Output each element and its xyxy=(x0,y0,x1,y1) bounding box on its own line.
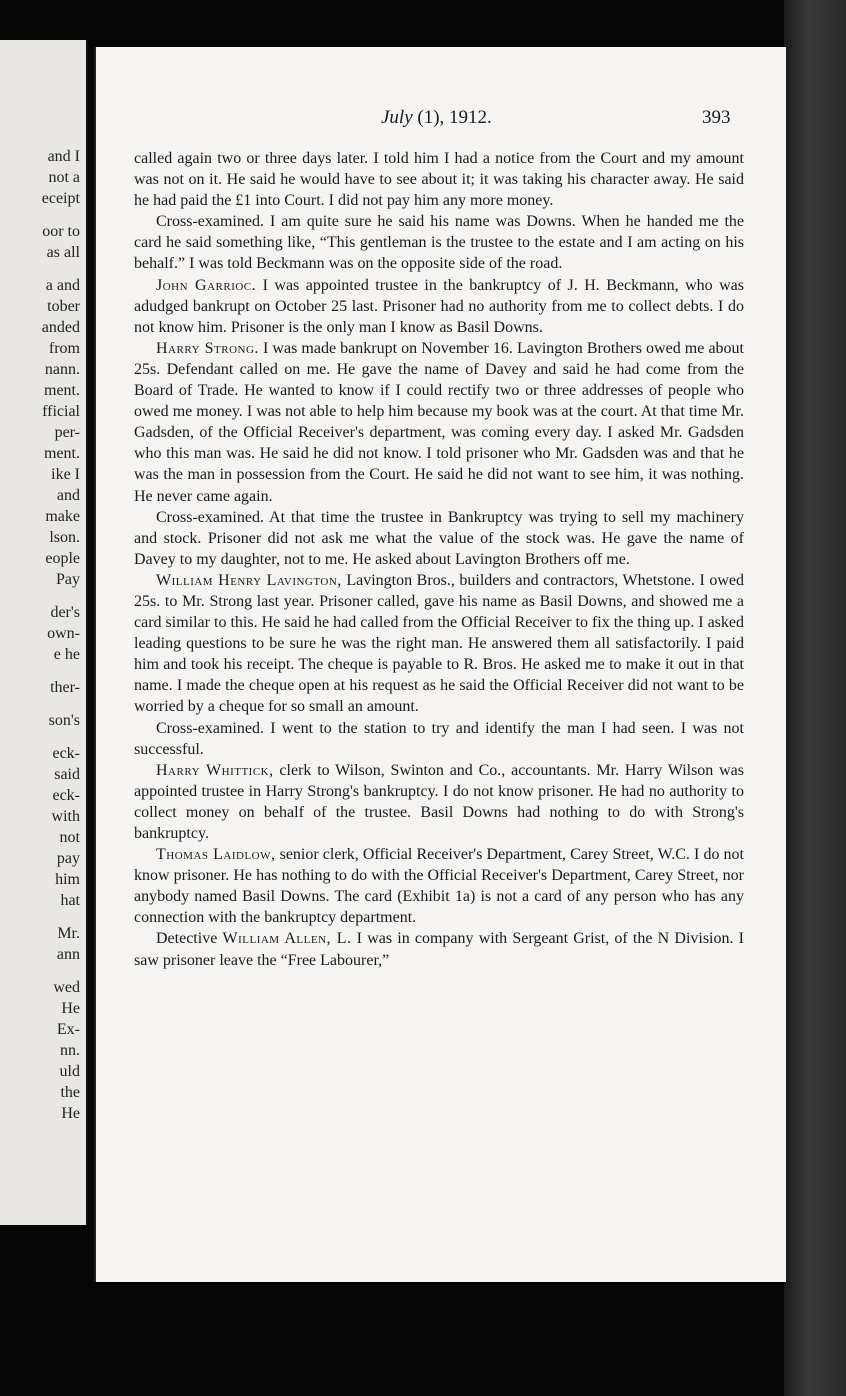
left-page-fragment: Ex- xyxy=(56,1021,80,1038)
paragraph-text: I was in company with Sergeant Grist, of the N Division. I saw prisoner leave the “Free Labourer,” xyxy=(134,930,745,969)
left-page-fragment: ann xyxy=(56,946,80,963)
left-page-fragment: Pay xyxy=(56,571,80,588)
left-page-fragment: He xyxy=(61,1000,80,1017)
left-page-fragment: him xyxy=(55,871,80,888)
left-page-edge xyxy=(0,40,88,1225)
left-page-fragment: son's xyxy=(48,712,80,729)
left-page-fragment: eceipt xyxy=(41,190,80,207)
left-page-fragment: a and xyxy=(45,277,80,294)
left-page-fragment: e he xyxy=(53,646,80,663)
paragraph-text: called again two or three days later. I told him I had a notice from the Court and my amount was not on it. He said he would have to see about it; it was taking his character away. He said he had paid the £1 into Court. I did not pay him any more money. xyxy=(134,150,744,210)
left-page-fragment: wed xyxy=(53,979,80,996)
paragraph-text: I was appointed trustee in the bankruptcy of J. H. Beckmann, who was adudged bankrupt on October 25 last. Prisoner had no authority from me to collect debts. I do not know him. Prisoner is the only man I know as Basil Downs. xyxy=(134,276,744,336)
witness-title: Detective xyxy=(156,930,223,948)
paragraph xyxy=(134,570,744,718)
left-page-fragment: ment. xyxy=(44,445,80,462)
page xyxy=(94,47,786,1282)
left-page-fragment: with xyxy=(51,808,80,825)
left-page-fragment: own- xyxy=(47,625,80,642)
left-page-fragment: anded xyxy=(41,319,80,336)
left-page-fragment: der's xyxy=(50,604,80,621)
paragraph xyxy=(134,718,744,760)
left-page-fragment: lson. xyxy=(49,529,80,546)
paragraph-text: I was made bankrupt on November 16. Lavington Brothers owed me about 25s. Defendant called on me. He gave the name of Davey and said he had come from the Board of Trade. He wanted to know if I could rectify two or three addresses of people who owed me money. I was not able to help him because my book was at the court. At that time Mr. Gadsden, of the Official Receiver's department, was coming every day. I asked Mr. Gadsden who this man was. He said he did not know. I told prisoner who Mr. Gadsden was and that he was the man in possession from the Court. He said he did not want to see him, it was nothing. He never came again. xyxy=(134,339,745,505)
paragraph xyxy=(134,148,744,211)
witness-name: Thomas Laidlow, xyxy=(156,846,276,864)
paragraph-text: senior clerk, Official Receiver's Department, Carey Street, W.C. I do not know prisoner. He has nothing to do with the Official Receiver's Department, Carey Street, nor anybody named Basil Downs. The card (Exhibit 1a) is not a card of any person who has any connection with the bankruptcy department. xyxy=(134,846,744,927)
left-page-fragment: eck- xyxy=(52,787,80,804)
paragraph xyxy=(134,507,744,570)
header-date xyxy=(381,107,492,129)
left-page-fragment: nann. xyxy=(44,361,80,378)
left-page-fragment: hat xyxy=(60,892,80,909)
page-number: 393 xyxy=(702,107,731,128)
paragraph xyxy=(134,338,744,507)
running-header xyxy=(96,107,786,133)
witness-name: Harry Whittick, xyxy=(156,761,274,779)
left-page-fragment: eck- xyxy=(52,745,80,762)
left-page-fragment: from xyxy=(48,340,80,357)
paragraph xyxy=(134,760,744,844)
left-page-fragment: tober xyxy=(47,298,80,315)
left-page-fragment: said xyxy=(54,766,80,783)
witness-name: John Garrioc. xyxy=(156,276,257,294)
paragraph xyxy=(134,844,744,928)
left-page-fragment: ike I xyxy=(51,466,80,483)
paragraph-text: Cross-examined. I am quite sure he said his name was Downs. When he handed me the card he said something like, “This gentleman is the trustee to the estate and I am acting on his behalf.” I was told Beckmann was on the opposite side of the road. xyxy=(134,213,744,273)
page-body xyxy=(134,148,744,971)
left-page-fragment: the xyxy=(60,1084,80,1101)
left-page-fragment: ther- xyxy=(50,679,80,696)
header-date-rest: (1), 1912. xyxy=(412,107,492,128)
right-margin-shadow xyxy=(784,0,846,1396)
paragraph-text: Lavington Bros., builders and contractors, Whetstone. I owed 25s. to Mr. Strong last year. Prisoner called, gave his name as Basil Downs, and showed me a card similar to this. He said he had called from the Official Receiver to fix the thing up. I asked leading questions to be sure he was the right man. He answered them all satisfactorily. I paid him and took his receipt. The cheque is payable to R. Bros. He asked me to make it out in that name. I made the cheque open at his request as he said the Official Receiver did not want to be worried by a cheque for so small an amount. xyxy=(134,571,744,716)
paragraph-text: Cross-examined. At that time the trustee in Bankruptcy was trying to sell my machinery and stock. Prisoner did not ask me what the value of the stock was. He gave the name of Davey to my daughter, not to me. He asked about Lavington Brothers off me. xyxy=(134,508,744,568)
witness-name: Harry Strong. xyxy=(156,339,259,357)
paragraph-text: Cross-examined. I went to the station to try and identify the man I had seen. I was not successful. xyxy=(134,719,744,758)
left-page-fragment: not xyxy=(59,829,80,846)
left-page-fragment: pay xyxy=(56,850,80,867)
paragraph xyxy=(134,211,744,274)
left-page-fragment: oor to xyxy=(42,223,80,240)
left-page-fragment: and xyxy=(56,487,80,504)
witness-name: William Allen, L. xyxy=(222,930,352,948)
header-month: July xyxy=(381,107,413,128)
left-page-fragment: Mr. xyxy=(57,925,80,942)
left-page-fragment: not a xyxy=(48,169,80,186)
left-page-fragment: nn. xyxy=(60,1042,80,1059)
witness-name: William Henry Lavington, xyxy=(156,571,342,589)
left-page-fragment: make xyxy=(45,508,80,525)
paragraph-text: clerk to Wilson, Swinton and Co., accountants. Mr. Harry Wilson was appointed trustee in Harry Strong's bankruptcy. I do not know prisoner. He had no authority to collect money on behalf of the trustee. Basil Downs had nothing to do with Strong's bankruptcy. xyxy=(134,761,744,842)
left-page-fragment: and I xyxy=(47,148,80,165)
left-page-fragment: fficial xyxy=(42,403,80,420)
left-page-fragment: He xyxy=(61,1105,80,1122)
left-page-fragment: as all xyxy=(46,244,80,261)
left-page-fragment: eople xyxy=(45,550,80,567)
paragraph xyxy=(134,928,744,970)
left-page-fragment: per- xyxy=(54,424,80,441)
left-page-fragment: uld xyxy=(59,1063,80,1080)
left-page-fragment: ment. xyxy=(44,382,80,399)
paragraph xyxy=(134,275,744,338)
